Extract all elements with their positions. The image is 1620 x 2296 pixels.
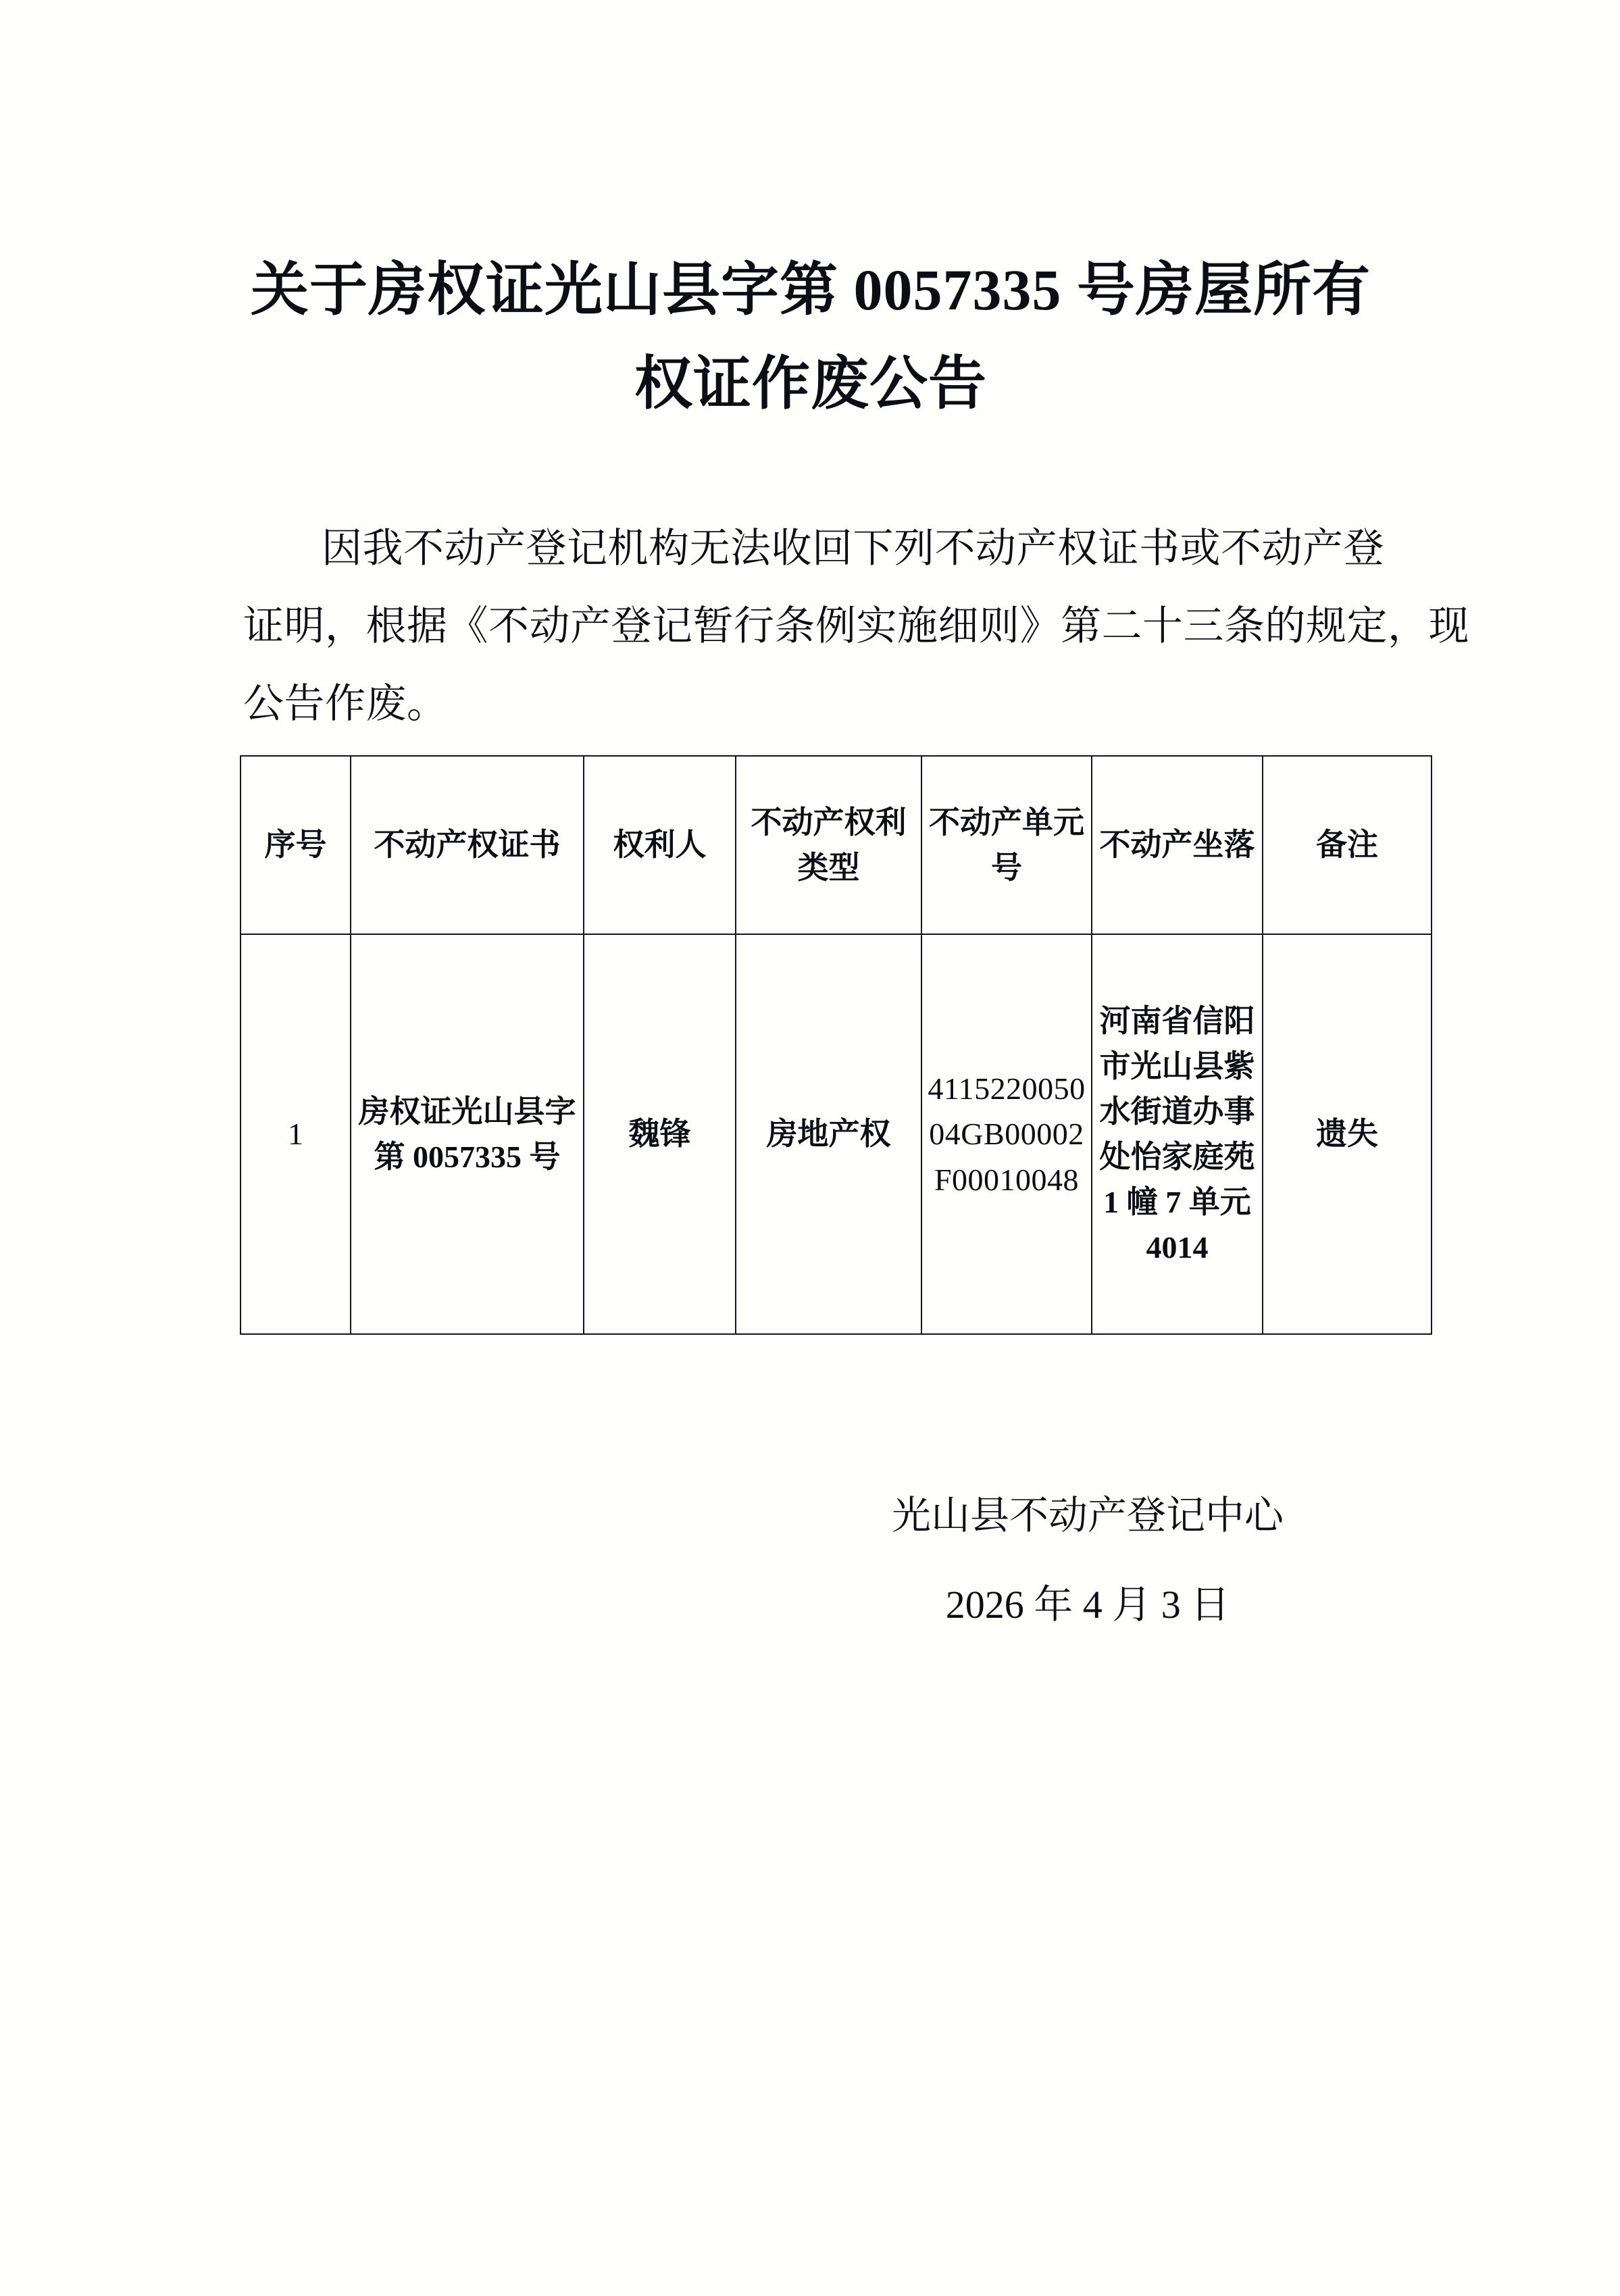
certificate-table bbox=[240, 755, 1432, 1335]
cell-seq: 1 bbox=[241, 934, 351, 1334]
cell-owner: 魏锋 bbox=[584, 934, 736, 1334]
header-cell-seq: 序号 bbox=[241, 756, 351, 934]
title-line-1: 关于房权证光山县字第 0057335 号房屋所有 bbox=[251, 257, 1371, 322]
header-cell-remark: 备注 bbox=[1263, 756, 1432, 934]
body-line-3: 公告作废。 bbox=[243, 682, 448, 727]
header-cell-location: 不动产坐落 bbox=[1092, 756, 1263, 934]
title-line-2: 权证作废公告 bbox=[634, 351, 987, 417]
signature-block bbox=[797, 1496, 1378, 1625]
header-cell-right-type: 不动产权利类型 bbox=[736, 756, 921, 934]
body-line-2: 证明，根据《不动产登记暂行条例实施细则》第二十三条的规定，现 bbox=[243, 604, 1469, 649]
header-cell-owner: 权利人 bbox=[584, 756, 736, 934]
header-cell-certificate: 不动产权证书 bbox=[351, 756, 584, 934]
table-body bbox=[241, 934, 1432, 1334]
body-paragraph bbox=[243, 510, 1469, 744]
page-title bbox=[223, 243, 1398, 432]
body-line-1: 因我不动产登记机构无法收回下列不动产权证书或不动产登 bbox=[322, 526, 1384, 571]
cell-certificate: 房权证光山县字第 0057335 号 bbox=[351, 934, 584, 1334]
table-header bbox=[241, 756, 1432, 934]
cell-right-type: 房地产权 bbox=[736, 934, 921, 1334]
header-cell-unit-number: 不动产单元号 bbox=[921, 756, 1092, 934]
cell-remark: 遗失 bbox=[1263, 934, 1432, 1334]
cell-location: 河南省信阳市光山县紫水街道办事处怡家庭苑 1 幢 7 单元 4014 bbox=[1092, 934, 1263, 1334]
issuing-organization: 光山县不动产登记中心 bbox=[891, 1494, 1284, 1537]
issue-date: 2026 年 4 月 3 日 bbox=[945, 1583, 1230, 1627]
table-header-row bbox=[241, 756, 1432, 934]
table-row bbox=[241, 934, 1432, 1334]
cell-unit-number: 411522005004GB00002F00010048 bbox=[921, 934, 1092, 1334]
